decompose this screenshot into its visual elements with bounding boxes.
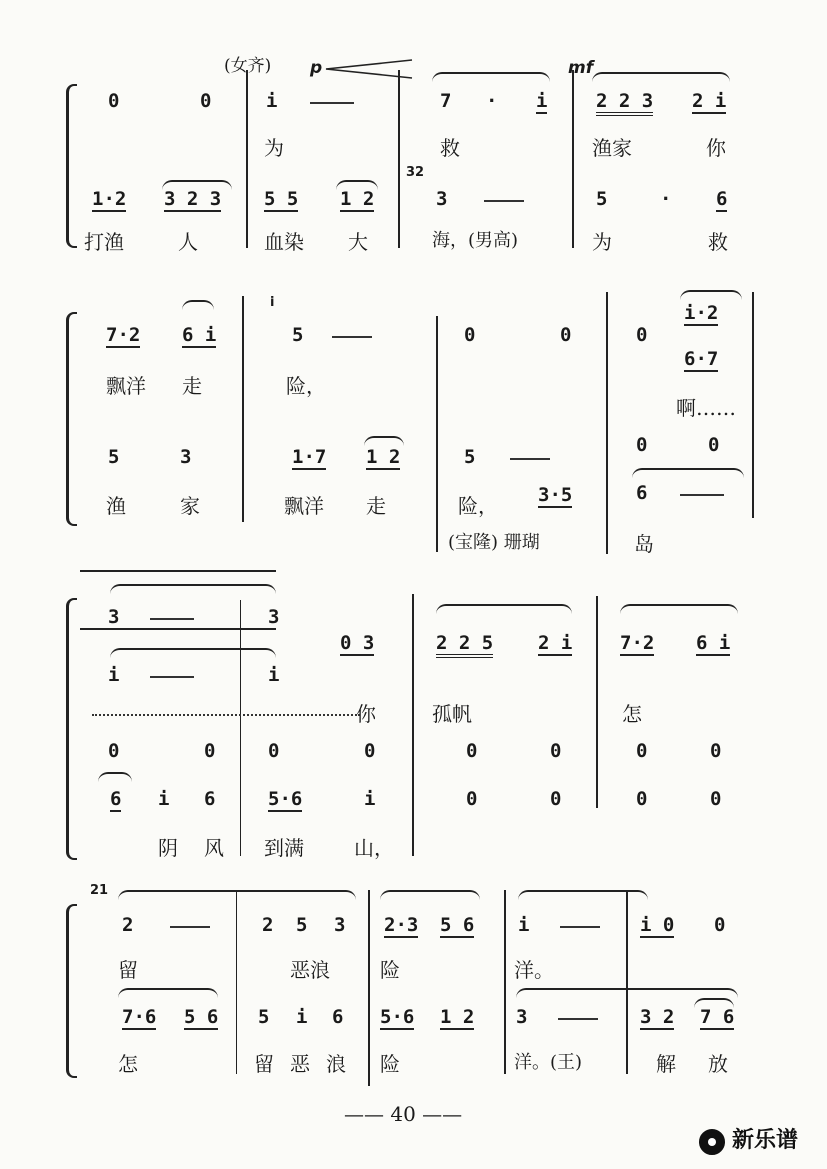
note: · [486, 90, 498, 112]
lyric: 渔家 [592, 136, 632, 160]
lyric: 走 [366, 494, 386, 518]
lyric: 阴 [158, 836, 178, 860]
lyric: 放 [708, 1052, 728, 1076]
lyric: 救 [440, 136, 460, 160]
note: 0 [550, 740, 562, 762]
lyric: 险， [286, 374, 326, 398]
lyric: 血染 [264, 230, 304, 254]
grace-note: i [270, 295, 275, 310]
system-brace [66, 904, 77, 1078]
note-group: 2 i [538, 632, 573, 654]
lyric: 怎 [118, 1052, 138, 1076]
note-group: 3 2 [640, 1006, 675, 1028]
lyric: 飘洋 [284, 494, 324, 518]
note: 6 [636, 482, 648, 504]
note-group: 0 3 [340, 632, 375, 654]
note: 0 [466, 740, 478, 762]
extension-dash [560, 926, 600, 928]
barline [240, 600, 241, 856]
lyric: (宝隆) 珊瑚 [448, 532, 540, 553]
slur [98, 772, 132, 782]
slur [592, 72, 730, 82]
note: 0 [560, 324, 572, 346]
note: 3 [334, 914, 346, 936]
slur [380, 890, 480, 900]
lyric: 恶 [290, 1052, 310, 1076]
tempo-mark: 21 [90, 883, 109, 898]
note: 3 [436, 188, 448, 210]
barline [572, 70, 574, 248]
note-group: 3·5 [538, 484, 573, 506]
barline [596, 596, 598, 808]
extension-dash [332, 336, 372, 338]
note-group: 1 2 [440, 1006, 475, 1028]
page-number: —— 40 —— [344, 1102, 463, 1126]
lyric: 险 [380, 1052, 400, 1076]
note-group: 2 i [692, 90, 727, 112]
note: 0 [464, 324, 476, 346]
extension-dash [558, 1018, 598, 1020]
note: 3 [108, 606, 120, 628]
extension-dash [484, 200, 524, 202]
slur [680, 290, 742, 300]
note: 0 [636, 788, 648, 810]
note: 6 [332, 1006, 344, 1028]
note: 5 [596, 188, 608, 210]
note: 0 [708, 434, 720, 456]
extension-dash [680, 494, 724, 496]
slur [632, 468, 744, 478]
barline [398, 70, 400, 248]
note: 7 [440, 90, 452, 112]
note: i [296, 1006, 308, 1028]
note-group: 2 2 5 [436, 634, 493, 658]
barline [436, 316, 438, 552]
note: i [268, 664, 280, 686]
note: i [158, 788, 170, 810]
crescendo-hairpin [324, 58, 414, 80]
lyric: 岛 [634, 532, 654, 556]
note: 3 [180, 446, 192, 468]
system-brace [66, 312, 77, 526]
slur [118, 890, 356, 900]
lyric: 解 [656, 1052, 676, 1076]
note: 0 [636, 434, 648, 456]
tie-line [80, 628, 276, 630]
note-group: 7·2 [106, 324, 141, 346]
note: 0 [204, 740, 216, 762]
dynamic-p: p [310, 58, 323, 78]
lyric: 险 [380, 958, 400, 982]
lyric: 怎 [622, 702, 642, 726]
note: i [108, 664, 120, 686]
note: 5 [108, 446, 120, 468]
barline [368, 890, 370, 1086]
note-group: 5·6 [380, 1006, 415, 1028]
lyric: 山， [354, 836, 394, 860]
note: 0 [108, 740, 120, 762]
slur [110, 584, 276, 594]
note: 0 [466, 788, 478, 810]
note-group: i 0 [640, 914, 675, 936]
note: 6 [716, 188, 728, 210]
barline [236, 890, 237, 1074]
logo-disc-icon [699, 1129, 725, 1155]
lyric: 你 [706, 136, 726, 160]
tempo-mark: 32 [406, 165, 425, 180]
note: 0 [714, 914, 726, 936]
note: 0 [710, 740, 722, 762]
note-group: 3 2 3 [164, 188, 222, 210]
lyric: 飘洋 [106, 374, 146, 398]
note-group: 5 6 [184, 1006, 219, 1028]
note-group: 5·6 [268, 788, 303, 810]
note-group: 7 6 [700, 1006, 735, 1028]
lyric: 留 [254, 1052, 274, 1076]
lyric: 人 [178, 230, 198, 254]
note: 0 [636, 324, 648, 346]
slur [110, 648, 276, 658]
note-group: 2 2 3 [596, 92, 653, 116]
note: 0 [200, 90, 212, 112]
melisma-dots [92, 714, 360, 716]
note-group: 7·6 [122, 1006, 157, 1028]
lyric: 风 [204, 836, 224, 860]
barline [626, 890, 628, 1074]
dynamic-label: (女齐) [224, 56, 272, 76]
extension-dash [170, 926, 210, 928]
lyric: 为 [264, 136, 284, 160]
barline [606, 292, 608, 554]
lyric: 你 [356, 702, 376, 726]
tie-line [80, 570, 276, 572]
note-group: 6 i [182, 324, 217, 346]
slur [182, 300, 214, 310]
note-group: 1 2 [366, 446, 401, 468]
note: 3 [516, 1006, 528, 1028]
lyric: 留 [118, 958, 138, 982]
note-group: 1·7 [292, 446, 327, 468]
lyric: 家 [180, 494, 200, 518]
barline [412, 594, 414, 856]
note: 5 [296, 914, 308, 936]
extension-dash [310, 102, 354, 104]
lyric: 险， [458, 494, 498, 518]
note-group: 5 6 [440, 914, 475, 936]
slur [364, 436, 404, 446]
note-group: 7·2 [620, 632, 655, 654]
note: 0 [108, 90, 120, 112]
note: 0 [550, 788, 562, 810]
note: i [266, 90, 278, 112]
lyric: 洋。 [514, 958, 554, 982]
note-group: 6·7 [684, 348, 719, 370]
note: 0 [364, 740, 376, 762]
lyric: 啊…… [676, 396, 736, 420]
extension-dash [150, 676, 194, 678]
lyric: 浪 [326, 1052, 346, 1076]
note: · [660, 188, 672, 210]
barline [242, 296, 244, 522]
note: 5 [292, 324, 304, 346]
brand-logo-text: 新乐谱 [732, 1128, 799, 1153]
slur [518, 890, 648, 900]
lyric: 恶浪 [290, 958, 330, 982]
note: 0 [710, 788, 722, 810]
extension-dash [150, 618, 194, 620]
note: 6 [110, 788, 122, 810]
note: 0 [268, 740, 280, 762]
extension-dash [510, 458, 550, 460]
slur [516, 988, 738, 998]
note: 2 [262, 914, 274, 936]
note-group: 6 i [696, 632, 731, 654]
note: i [364, 788, 376, 810]
barline [752, 292, 754, 518]
note: 5 [258, 1006, 270, 1028]
lyric: 孤帆 [432, 702, 472, 726]
lyric: 救 [708, 230, 728, 254]
lyric: 打渔 [84, 230, 124, 254]
system-brace [66, 598, 77, 860]
note: 2 [122, 914, 134, 936]
note-group: 5 5 [264, 188, 299, 210]
note-group: 1 2 [340, 188, 375, 210]
slur [620, 604, 738, 614]
system-brace [66, 84, 77, 248]
barline [246, 70, 248, 248]
lyric: 为 [592, 230, 612, 254]
note-group: 2·3 [384, 914, 419, 936]
note: 6 [204, 788, 216, 810]
lyric: 走 [182, 374, 202, 398]
lyric: 海，(男高) [432, 230, 519, 251]
dynamic-mf: mf [568, 58, 594, 78]
note-group: 1·2 [92, 188, 127, 210]
note-group: i·2 [684, 302, 719, 324]
barline [504, 890, 506, 1074]
lyric: 洋。(王) [514, 1052, 583, 1073]
slur [432, 72, 550, 82]
slur [436, 604, 572, 614]
note: 3 [268, 606, 280, 628]
note: 5 [464, 446, 476, 468]
lyric: 大 [348, 230, 368, 254]
lyric: 渔 [106, 494, 126, 518]
note: i [518, 914, 530, 936]
note: i [536, 90, 548, 112]
lyric: 到满 [264, 836, 304, 860]
slur [118, 988, 218, 998]
note: 0 [636, 740, 648, 762]
